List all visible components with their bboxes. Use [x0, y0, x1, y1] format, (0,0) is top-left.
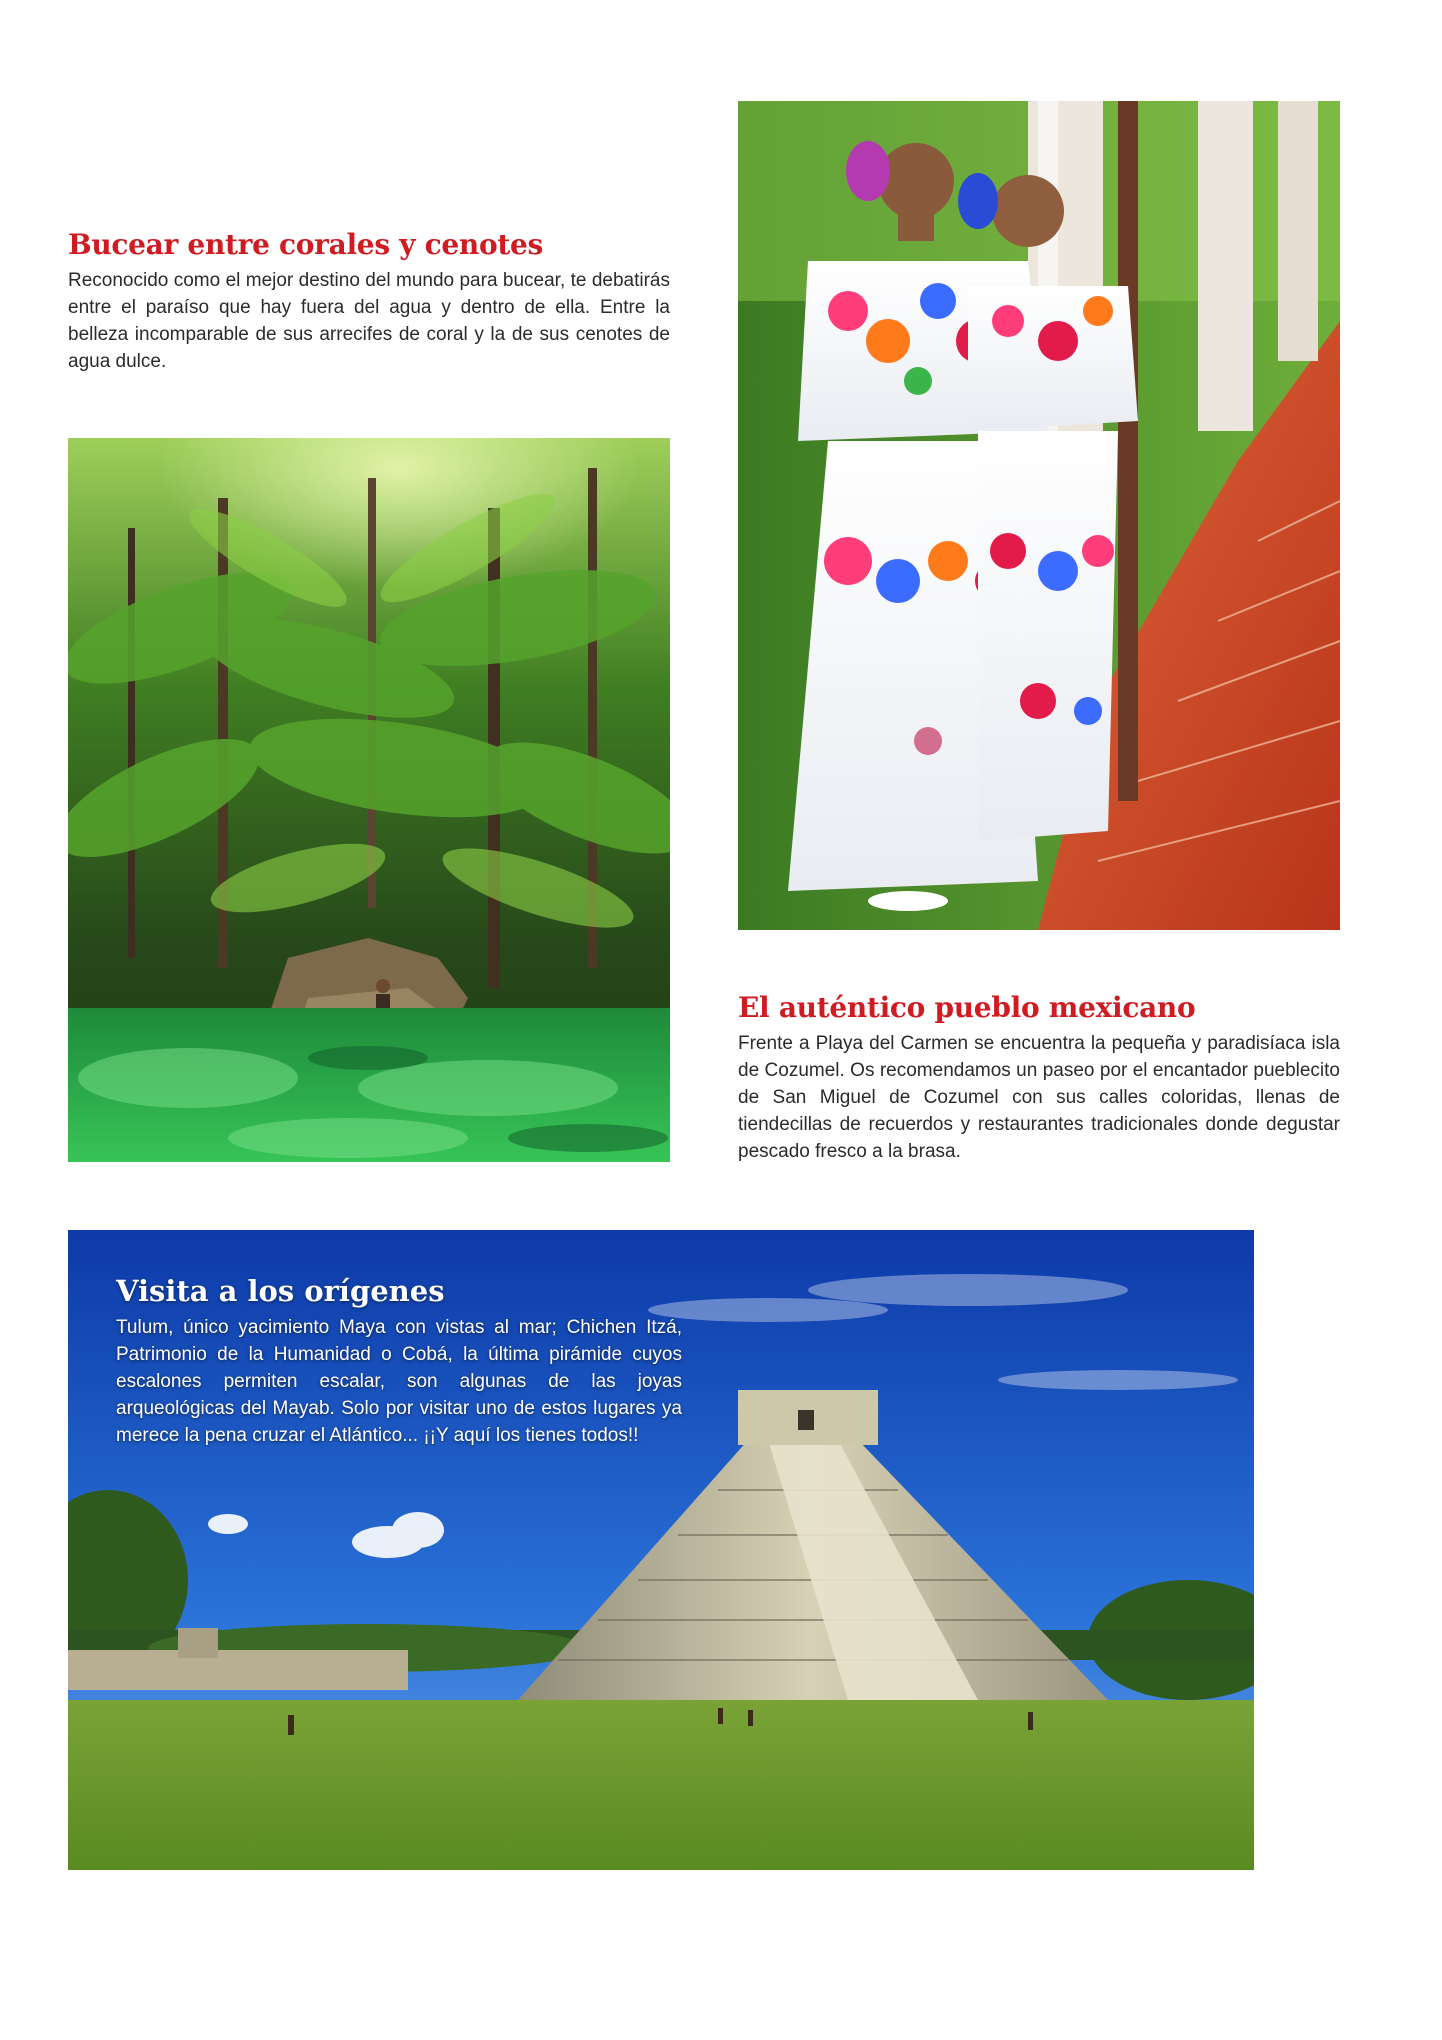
pueblo-title: El auténtico pueblo mexicano	[738, 991, 1196, 1024]
pueblo-section	[738, 991, 1340, 1165]
origenes-section	[116, 1274, 682, 1449]
women-photo	[738, 101, 1340, 930]
cenotes-title: Bucear entre corales y cenotes	[68, 228, 543, 261]
origenes-title: Visita a los orígenes	[116, 1274, 445, 1308]
pyramid-photo	[68, 1230, 1254, 1870]
cenotes-section	[68, 228, 670, 375]
cenote-photo	[68, 438, 670, 1162]
origenes-text: Tulum, único yacimiento Maya con vistas al mar; Chichen Itzá, Patrimonio de la Humanidad o Cobá, la última pirámide cuyos escalones permiten escalar, son algunas de las joyas arqueológicas del Mayab. Solo por visitar uno de estos lugares ya merece la pena cruzar el Atlántico... ¡¡Y aquí los tienes todos!!	[116, 1317, 682, 1446]
pueblo-text: Frente a Playa del Carmen se encuentra la pequeña y paradisíaca isla de Cozumel. Os recomendamos un paseo por el encantador pueblecito de San Miguel de Cozumel con sus calles coloridas, llenas de tiendecillas de recuerdos y restaurantes tradicionales donde degustar pescado fresco a la brasa.	[738, 1033, 1340, 1162]
cenotes-text: Reconocido como el mejor destino del mundo para bucear, te debatirás entre el paraíso que hay fuera del agua y dentro de ella. Entre la belleza incomparable de sus arrecifes de coral y la de sus cenotes de agua dulce.	[68, 270, 670, 372]
